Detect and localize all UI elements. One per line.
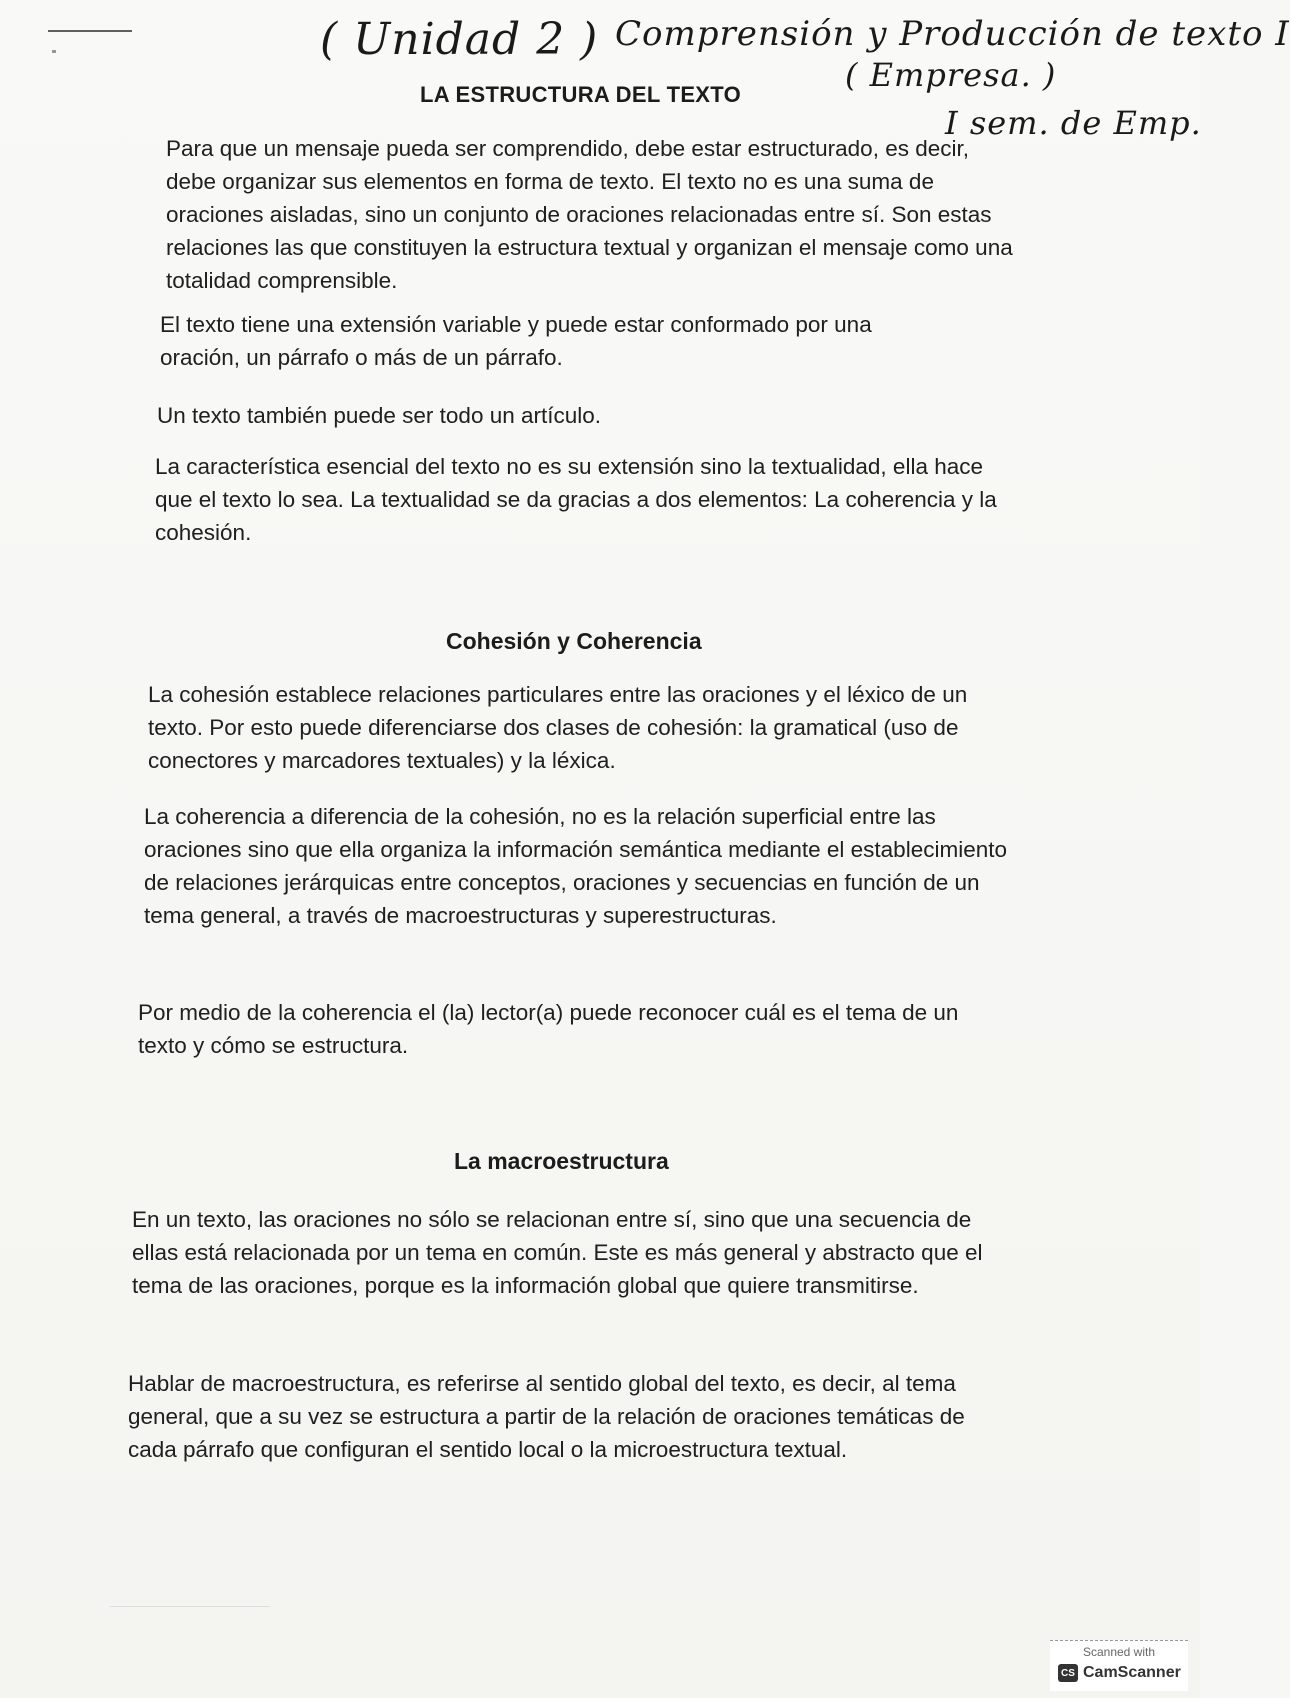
document-title: LA ESTRUCTURA DEL TEXTO	[420, 82, 742, 107]
badge-caption: Scanned with	[1082, 1645, 1156, 1659]
section-heading-macroestructura: La macroestructura	[454, 1148, 669, 1174]
intro-paragraph: La característica esencial del texto no es su extensión sino la textualidad, ella hace que el texto lo sea. La textualidad se da gracias a dos elementos: La coherencia y la cohesión.	[155, 454, 997, 545]
scan-artifact-line	[110, 1606, 270, 1607]
handwritten-empresa-note: ( Empresa. )	[845, 56, 1057, 94]
handwritten-semester-note: I sem. de Emp.	[945, 104, 1202, 142]
section-heading-cohesion: Cohesión y Coherencia	[446, 628, 702, 654]
scan-dot	[52, 50, 56, 53]
intro-paragraph: Un texto también puede ser todo un artículo.	[157, 403, 602, 428]
badge-brand-row	[1058, 1664, 1181, 1682]
section-paragraph: En un texto, las oraciones no sólo se relacionan entre sí, sino que una secuencia de ellas está relacionada por un tema en común. Este es más general y abstracto que el tema de las oraciones, porque es la información global que quiere transmitirse.	[132, 1207, 983, 1298]
section-paragraph: Hablar de macroestructura, es referirse al sentido global del texto, es decir, al tema general, que a su vez se estructura a partir de la relación de oraciones temáticas de cada párrafo que configuran el sentido local o la microestructura textual.	[128, 1371, 965, 1462]
handwritten-course-note: Comprensión y Producción de texto I	[615, 14, 1290, 54]
section-paragraph: La cohesión establece relaciones particulares entre las oraciones y el léxico de un texto. Por esto puede diferenciarse dos clases de cohesión: la gramatical (uso de conectores y marcadores textuales) y la léxica.	[148, 682, 968, 773]
handwritten-unit-note: ( Unidad 2 )	[320, 14, 599, 65]
scan-mark	[48, 30, 132, 32]
section-paragraph: Por medio de la coherencia el (la) lector(a) puede reconocer cuál es el tema de un texto y cómo se estructura.	[138, 1000, 959, 1058]
camscanner-logo-icon: CS	[1058, 1664, 1078, 1682]
camscanner-badge	[1050, 1640, 1188, 1691]
section-paragraph: La coherencia a diferencia de la cohesión, no es la relación superficial entre las oraciones sino que ella organiza la información semántica mediante el establecimiento de relaciones jerárquicas entre conceptos, oraciones y secuencias en función de un tema general, a través de macroestructuras y superestructuras.	[144, 804, 1007, 928]
intro-paragraph: Para que un mensaje pueda ser comprendido, debe estar estructurado, es decir, debe organizar sus elementos en forma de texto. El texto no es una suma de oraciones aisladas, sino un conjunto de oraciones relacionadas entre sí. Son estas relaciones las que constituyen la estructura textual y organizan el mensaje como una totalidad comprensible.	[166, 136, 1013, 293]
intro-paragraph: El texto tiene una extensión variable y puede estar conformado por una oración, un párrafo o más de un párrafo.	[160, 312, 872, 370]
badge-brand-name: CamScanner	[1083, 1664, 1181, 1681]
